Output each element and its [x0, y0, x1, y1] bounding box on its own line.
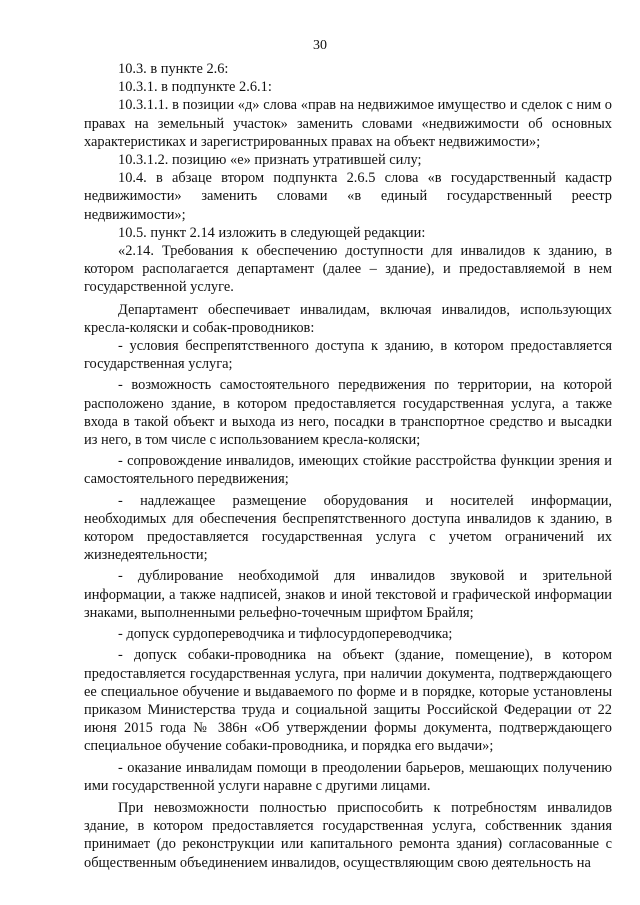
list-item-assistance: - оказание инвалидам помощи в преодолении барьеров, мешающих получению ими государственной услуги наравне с другими лицами. — [84, 759, 612, 794]
list-item-equipment: - надлежащее размещение оборудования и носителей информации, необходимых для обеспечения беспрепятственного доступа инвалидов к зданию, в котором предоставляется государственная услуга с учетом ограничений их жизнедеятельности; — [84, 492, 612, 564]
paragraph-10-3: 10.3. в пункте 2.6: — [118, 61, 229, 77]
document-body — [84, 60, 612, 872]
paragraph-10-3-1-1: 10.3.1.1. в позиции «д» слова «прав на недвижимое имущество и сделок с ним о правах на земельный участок» заменить словами «недвижимости об основных характеристиках и зарегистрированных правах на объект недвижимости»; — [84, 97, 612, 150]
page-number: 30 — [313, 38, 327, 53]
paragraph-adaptation: При невозможности полностью приспособить к потребностям инвалидов здание, в котором предоставляется государственная услуга, собственник здания принимает (до реконструкции или капитального ремонта здания) согласованные с общественным объединением инвалидов, осуществляющим свою деятельность на — [84, 799, 612, 871]
paragraph-10-3-1: 10.3.1. в подпункте 2.6.1: — [118, 79, 272, 96]
list-item-escort: - сопровождение инвалидов, имеющих стойкие расстройства функции зрения и самостоятельного передвижения; — [84, 453, 612, 488]
paragraph-department-provides: Департамент обеспечивает инвалидам, включая инвалидов, использующих кресла-коляски и собак-проводников: — [84, 301, 612, 336]
list-item-movement: - возможность самостоятельного передвижения по территории, на которой расположено здание, в котором предоставляется государственная услуга, а также входа в такой объект и выхода из него, посадки в транспортное средство и высадки из него, в том числе с использованием кресла-коляски; — [84, 377, 612, 449]
list-item-duplication: - дублирование необходимой для инвалидов звуковой и зрительной информации, а также надписей, знаков и иной текстовой и графической информации знаками, выполненными рельефно-точечным шрифтом Брайля; — [84, 568, 612, 621]
paragraph-10-3-1-2: 10.3.1.2. позицию «е» признать утратившей силу; — [118, 152, 422, 169]
list-item-guide-dog: - допуск собаки-проводника на объект (здание, помещение), в котором предоставляется государственная услуга, при наличии документа, подтверждающего ее специальное обучение и выдаваемого по форме и в порядке, которые установлены приказом Министерства труда и социальной защиты Российской Федерации от 22 июня 2015 года № 386н «Об утверждении формы документа, подтверждающего специальное обучение собаки-проводника, и порядка его выдачи»; — [84, 647, 612, 755]
paragraph-10-4: 10.4. в абзаце втором подпункта 2.6.5 слова «в государственный кадастр недвижимости» заменить словами «в единый государственный реестр недвижимости»; — [84, 170, 612, 223]
paragraph-2-14-title: «2.14. Требования к обеспечению доступности для инвалидов к зданию, в котором располагается департамент (далее – здание), и предоставляемой в нем государственной услуге. — [84, 243, 612, 296]
paragraph-10-5: 10.5. пункт 2.14 изложить в следующей редакции: — [118, 224, 426, 241]
list-item-access-conditions: - условия беспрепятственного доступа к зданию, в котором предоставляется государственная услуга; — [84, 338, 612, 373]
list-item-interpreter: - допуск сурдопереводчика и тифлосурдопереводчика; — [118, 626, 453, 643]
